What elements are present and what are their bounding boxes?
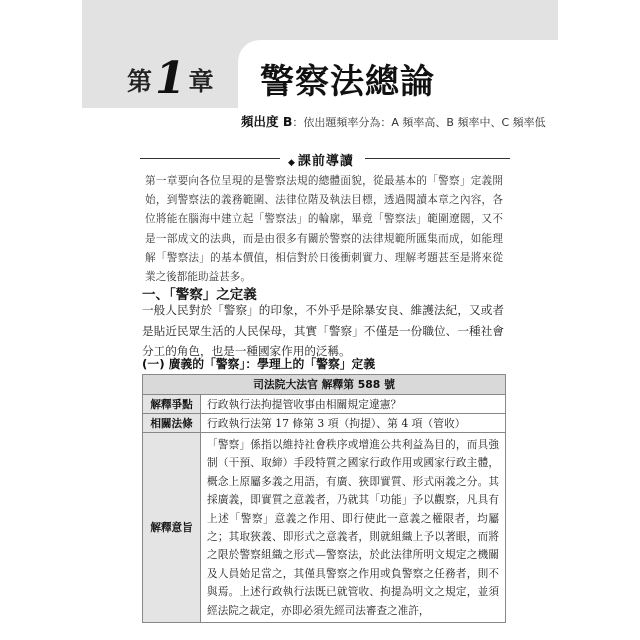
- table-row: [143, 395, 506, 414]
- divider-right: [365, 158, 510, 159]
- section-paragraph: 一般人民對於「警察」的印象，不外乎是除暴安良、維護法紀，又或者是貼近民眾生活的人民保母，其實「警察」不僅是一份職位、一種社會分工的角色，也是一種國家作用的泛稱。: [142, 303, 504, 358]
- table-title: 司法院大法官 解釋第 588 號: [143, 375, 506, 395]
- preview-heading: [288, 150, 354, 169]
- divider-left: [140, 158, 280, 159]
- frequency-line: [241, 112, 546, 130]
- row-value-issue: 行政執行法拘提管收事由相關規定違憲？: [201, 395, 506, 414]
- chapter-suffix: 章: [188, 67, 214, 96]
- row-value-statutes: 行政執行法第 17 條第 3 項（拘提）、第 4 項（管收）: [201, 414, 506, 433]
- chapter-title: 警察法總論: [260, 62, 435, 102]
- table-row: [143, 433, 506, 623]
- frequency-label: 頻出度 B: [241, 114, 293, 129]
- frequency-note: ：依出題頻率分為：A 頻率高、B 頻率中、C 頻率低: [292, 116, 546, 129]
- preview-heading-text: 課前導讀: [297, 154, 354, 169]
- row-label-statutes: 相關法條: [143, 414, 201, 433]
- subsection-heading: (一) 廣義的「警察」：學理上的「警察」定義: [142, 357, 376, 371]
- interpretation-table: [142, 374, 506, 623]
- table-row: [143, 414, 506, 433]
- section-heading: 一、「警察」之定義: [142, 287, 257, 303]
- row-value-reasoning: 「警察」係指以維持社會秩序或增進公共利益為目的，而具強制（干預、取締）手段特質之國家行政作用或國家行政主體，概念上原屬多義之用語，有廣、狹即實質、形式兩義之分。其採廣義，即實質之意義者，乃就其「功能」予以觀察，凡具有上述「警察」意義之作用、即行使此一意義之權限者，均屬之；其取狹義、即形式之意義者，則就組織上予以著眼，而將之限於警察組織之形式—警察法，於此法律所明文規定之機關及人員始足當之，其僅具警察之作用或負警察之任務者，則不與焉。上述行政執行法既已就管收、拘提為明文之規定，並須經法院之裁定，亦即必須先經司法審查之准許，: [201, 433, 506, 623]
- preview-heading-bar: [140, 150, 510, 168]
- preview-paragraph: 第一章要向各位呈現的是警察法規的總體面貌，從最基本的「警察」定義開始，到警察法的義務範圍、法律位階及執法目標，透過閱讀本章之內容，各位將能在腦海中建立起「警察法」的輪廓，畢竟「警察法」範圍遼闊，又不是一部成文的法典，而是由很多有關於警察的法律規範所匯集而成，如能理解「警察法」的基本價值，相信對於日後衝刺實力、理解考題甚至是將來從業之後都能助益甚多。: [145, 175, 503, 284]
- row-label-issue: 解釋爭點: [143, 395, 201, 414]
- row-label-reasoning: 解釋意旨: [143, 433, 201, 623]
- chapter-prefix: 第: [127, 67, 153, 96]
- diamond-icon: ◆: [288, 158, 296, 168]
- table-title-row: [143, 375, 506, 395]
- chapter-number: 1: [155, 53, 186, 104]
- chapter-title-card: [238, 40, 558, 110]
- chapter-number-badge: [127, 52, 233, 102]
